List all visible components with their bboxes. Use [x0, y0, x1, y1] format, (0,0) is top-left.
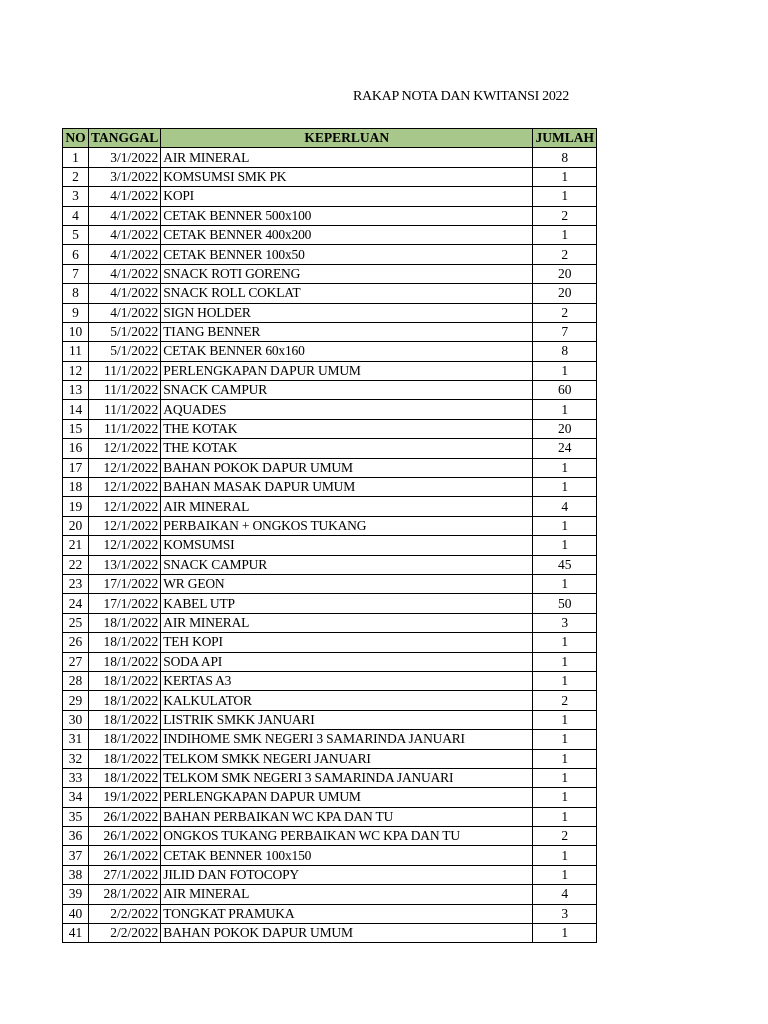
- cell-no: 28: [63, 671, 89, 690]
- table-row: [63, 730, 597, 749]
- cell-tanggal: 12/1/2022: [89, 536, 161, 555]
- table-row: [63, 148, 597, 167]
- table-row: [63, 284, 597, 303]
- table-row: [63, 594, 597, 613]
- cell-jumlah: 1: [533, 225, 597, 244]
- cell-tanggal: 3/1/2022: [89, 148, 161, 167]
- cell-keperluan: THE KOTAK: [161, 419, 533, 438]
- cell-jumlah: 2: [533, 691, 597, 710]
- cell-tanggal: 12/1/2022: [89, 516, 161, 535]
- cell-no: 33: [63, 768, 89, 787]
- table-row: [63, 342, 597, 361]
- cell-jumlah: 2: [533, 827, 597, 846]
- cell-keperluan: CETAK BENNER 60x160: [161, 342, 533, 361]
- cell-jumlah: 1: [533, 924, 597, 943]
- table-row: [63, 613, 597, 632]
- cell-no: 26: [63, 633, 89, 652]
- header-keperluan: KEPERLUAN: [161, 129, 533, 148]
- cell-tanggal: 12/1/2022: [89, 478, 161, 497]
- cell-tanggal: 18/1/2022: [89, 613, 161, 632]
- cell-keperluan: SNACK ROTI GORENG: [161, 264, 533, 283]
- cell-no: 24: [63, 594, 89, 613]
- cell-keperluan: SNACK CAMPUR: [161, 555, 533, 574]
- cell-jumlah: 1: [533, 865, 597, 884]
- cell-keperluan: KALKULATOR: [161, 691, 533, 710]
- cell-jumlah: 3: [533, 613, 597, 632]
- cell-jumlah: 2: [533, 245, 597, 264]
- cell-keperluan: WR GEON: [161, 574, 533, 593]
- cell-no: 36: [63, 827, 89, 846]
- cell-jumlah: 60: [533, 381, 597, 400]
- cell-no: 32: [63, 749, 89, 768]
- cell-keperluan: TIANG BENNER: [161, 322, 533, 341]
- cell-no: 6: [63, 245, 89, 264]
- table-row: [63, 807, 597, 826]
- cell-no: 30: [63, 710, 89, 729]
- cell-no: 40: [63, 904, 89, 923]
- cell-no: 34: [63, 788, 89, 807]
- table-row: [63, 245, 597, 264]
- cell-jumlah: 8: [533, 148, 597, 167]
- cell-jumlah: 1: [533, 730, 597, 749]
- cell-no: 7: [63, 264, 89, 283]
- table-row: [63, 652, 597, 671]
- cell-keperluan: TONGKAT PRAMUKA: [161, 904, 533, 923]
- cell-jumlah: 1: [533, 788, 597, 807]
- cell-jumlah: 1: [533, 846, 597, 865]
- cell-jumlah: 1: [533, 516, 597, 535]
- cell-keperluan: CETAK BENNER 100x150: [161, 846, 533, 865]
- cell-jumlah: 1: [533, 187, 597, 206]
- table-row: [63, 710, 597, 729]
- table-row: [63, 400, 597, 419]
- cell-no: 9: [63, 303, 89, 322]
- cell-tanggal: 2/2/2022: [89, 924, 161, 943]
- table-row: [63, 322, 597, 341]
- cell-jumlah: 7: [533, 322, 597, 341]
- cell-keperluan: BAHAN POKOK DAPUR UMUM: [161, 924, 533, 943]
- cell-keperluan: AIR MINERAL: [161, 497, 533, 516]
- cell-jumlah: 4: [533, 497, 597, 516]
- table-row: [63, 361, 597, 380]
- expense-table: [62, 128, 597, 943]
- cell-tanggal: 12/1/2022: [89, 439, 161, 458]
- cell-tanggal: 2/2/2022: [89, 904, 161, 923]
- table-row: [63, 633, 597, 652]
- cell-no: 22: [63, 555, 89, 574]
- cell-tanggal: 12/1/2022: [89, 458, 161, 477]
- table-row: [63, 574, 597, 593]
- table-row: [63, 768, 597, 787]
- cell-tanggal: 27/1/2022: [89, 865, 161, 884]
- cell-tanggal: 4/1/2022: [89, 245, 161, 264]
- cell-tanggal: 26/1/2022: [89, 827, 161, 846]
- table-row: [63, 671, 597, 690]
- cell-no: 8: [63, 284, 89, 303]
- cell-no: 11: [63, 342, 89, 361]
- table-row: [63, 885, 597, 904]
- table-row: [63, 827, 597, 846]
- cell-jumlah: 45: [533, 555, 597, 574]
- cell-keperluan: SIGN HOLDER: [161, 303, 533, 322]
- table-row: [63, 865, 597, 884]
- cell-jumlah: 1: [533, 749, 597, 768]
- cell-no: 5: [63, 225, 89, 244]
- cell-tanggal: 18/1/2022: [89, 730, 161, 749]
- cell-tanggal: 11/1/2022: [89, 361, 161, 380]
- cell-keperluan: BAHAN POKOK DAPUR UMUM: [161, 458, 533, 477]
- cell-tanggal: 11/1/2022: [89, 381, 161, 400]
- cell-tanggal: 18/1/2022: [89, 691, 161, 710]
- cell-jumlah: 20: [533, 419, 597, 438]
- cell-no: 23: [63, 574, 89, 593]
- table-row: [63, 439, 597, 458]
- cell-keperluan: KABEL UTP: [161, 594, 533, 613]
- cell-jumlah: 24: [533, 439, 597, 458]
- cell-tanggal: 3/1/2022: [89, 167, 161, 186]
- cell-tanggal: 18/1/2022: [89, 671, 161, 690]
- cell-keperluan: PERLENGKAPAN DAPUR UMUM: [161, 361, 533, 380]
- cell-no: 14: [63, 400, 89, 419]
- cell-no: 41: [63, 924, 89, 943]
- cell-no: 17: [63, 458, 89, 477]
- cell-tanggal: 18/1/2022: [89, 710, 161, 729]
- cell-keperluan: AIR MINERAL: [161, 148, 533, 167]
- header-tanggal: TANGGAL: [89, 129, 161, 148]
- cell-no: 18: [63, 478, 89, 497]
- cell-no: 35: [63, 807, 89, 826]
- cell-no: 20: [63, 516, 89, 535]
- table-row: [63, 555, 597, 574]
- cell-tanggal: 4/1/2022: [89, 303, 161, 322]
- header-no: NO: [63, 129, 89, 148]
- cell-tanggal: 4/1/2022: [89, 264, 161, 283]
- table-row: [63, 788, 597, 807]
- cell-keperluan: BAHAN PERBAIKAN WC KPA DAN TU: [161, 807, 533, 826]
- cell-jumlah: 50: [533, 594, 597, 613]
- cell-tanggal: 26/1/2022: [89, 846, 161, 865]
- table-row: [63, 497, 597, 516]
- table-row: [63, 536, 597, 555]
- table-row: [63, 167, 597, 186]
- table-row: [63, 924, 597, 943]
- cell-keperluan: TELKOM SMKK NEGERI JANUARI: [161, 749, 533, 768]
- cell-no: 39: [63, 885, 89, 904]
- cell-no: 37: [63, 846, 89, 865]
- header-jumlah: JUMLAH: [533, 129, 597, 148]
- cell-jumlah: 1: [533, 671, 597, 690]
- cell-keperluan: AIR MINERAL: [161, 885, 533, 904]
- cell-tanggal: 12/1/2022: [89, 497, 161, 516]
- cell-tanggal: 18/1/2022: [89, 768, 161, 787]
- document-title: RAKAP NOTA DAN KWITANSI 2022: [353, 89, 569, 104]
- cell-no: 27: [63, 652, 89, 671]
- table-row: [63, 264, 597, 283]
- cell-keperluan: LISTRIK SMKK JANUARI: [161, 710, 533, 729]
- table-row: [63, 516, 597, 535]
- cell-no: 2: [63, 167, 89, 186]
- cell-tanggal: 11/1/2022: [89, 419, 161, 438]
- cell-keperluan: ONGKOS TUKANG PERBAIKAN WC KPA DAN TU: [161, 827, 533, 846]
- cell-keperluan: SNACK CAMPUR: [161, 381, 533, 400]
- cell-keperluan: INDIHOME SMK NEGERI 3 SAMARINDA JANUARI: [161, 730, 533, 749]
- table-row: [63, 691, 597, 710]
- cell-keperluan: KOMSUMSI SMK PK: [161, 167, 533, 186]
- cell-no: 16: [63, 439, 89, 458]
- cell-jumlah: 2: [533, 206, 597, 225]
- cell-jumlah: 3: [533, 904, 597, 923]
- cell-no: 25: [63, 613, 89, 632]
- cell-no: 21: [63, 536, 89, 555]
- cell-no: 12: [63, 361, 89, 380]
- cell-jumlah: 8: [533, 342, 597, 361]
- table-row: [63, 749, 597, 768]
- cell-tanggal: 18/1/2022: [89, 749, 161, 768]
- cell-keperluan: TELKOM SMK NEGERI 3 SAMARINDA JANUARI: [161, 768, 533, 787]
- table-row: [63, 303, 597, 322]
- cell-jumlah: 1: [533, 807, 597, 826]
- table-row: [63, 225, 597, 244]
- cell-jumlah: 1: [533, 768, 597, 787]
- table-row: [63, 206, 597, 225]
- cell-no: 10: [63, 322, 89, 341]
- table-row: [63, 846, 597, 865]
- cell-jumlah: 20: [533, 284, 597, 303]
- cell-keperluan: PERLENGKAPAN DAPUR UMUM: [161, 788, 533, 807]
- cell-no: 3: [63, 187, 89, 206]
- cell-keperluan: SNACK ROLL COKLAT: [161, 284, 533, 303]
- cell-keperluan: KERTAS A3: [161, 671, 533, 690]
- cell-jumlah: 1: [533, 167, 597, 186]
- cell-tanggal: 19/1/2022: [89, 788, 161, 807]
- table-row: [63, 458, 597, 477]
- cell-tanggal: 4/1/2022: [89, 206, 161, 225]
- cell-tanggal: 5/1/2022: [89, 322, 161, 341]
- cell-keperluan: AIR MINERAL: [161, 613, 533, 632]
- cell-tanggal: 18/1/2022: [89, 633, 161, 652]
- cell-keperluan: CETAK BENNER 100x50: [161, 245, 533, 264]
- table-row: [63, 478, 597, 497]
- cell-keperluan: TEH KOPI: [161, 633, 533, 652]
- cell-tanggal: 26/1/2022: [89, 807, 161, 826]
- table-body: [63, 148, 597, 943]
- cell-no: 15: [63, 419, 89, 438]
- cell-no: 1: [63, 148, 89, 167]
- cell-jumlah: 1: [533, 536, 597, 555]
- cell-jumlah: 4: [533, 885, 597, 904]
- cell-keperluan: KOPI: [161, 187, 533, 206]
- table-row: [63, 381, 597, 400]
- cell-no: 31: [63, 730, 89, 749]
- cell-keperluan: THE KOTAK: [161, 439, 533, 458]
- cell-no: 4: [63, 206, 89, 225]
- cell-jumlah: 1: [533, 361, 597, 380]
- cell-keperluan: KOMSUMSI: [161, 536, 533, 555]
- cell-jumlah: 1: [533, 400, 597, 419]
- cell-tanggal: 17/1/2022: [89, 594, 161, 613]
- cell-tanggal: 13/1/2022: [89, 555, 161, 574]
- cell-jumlah: 1: [533, 574, 597, 593]
- cell-jumlah: 1: [533, 458, 597, 477]
- cell-keperluan: PERBAIKAN + ONGKOS TUKANG: [161, 516, 533, 535]
- cell-jumlah: 1: [533, 710, 597, 729]
- table-header-row: [63, 129, 597, 148]
- cell-tanggal: 18/1/2022: [89, 652, 161, 671]
- cell-no: 38: [63, 865, 89, 884]
- cell-no: 29: [63, 691, 89, 710]
- cell-tanggal: 4/1/2022: [89, 187, 161, 206]
- cell-tanggal: 11/1/2022: [89, 400, 161, 419]
- cell-no: 19: [63, 497, 89, 516]
- cell-keperluan: CETAK BENNER 400x200: [161, 225, 533, 244]
- table-row: [63, 419, 597, 438]
- table-row: [63, 904, 597, 923]
- cell-keperluan: BAHAN MASAK DAPUR UMUM: [161, 478, 533, 497]
- cell-jumlah: 2: [533, 303, 597, 322]
- cell-keperluan: CETAK BENNER 500x100: [161, 206, 533, 225]
- cell-tanggal: 5/1/2022: [89, 342, 161, 361]
- cell-tanggal: 4/1/2022: [89, 284, 161, 303]
- cell-jumlah: 1: [533, 652, 597, 671]
- cell-keperluan: JILID DAN FOTOCOPY: [161, 865, 533, 884]
- cell-keperluan: SODA API: [161, 652, 533, 671]
- cell-tanggal: 4/1/2022: [89, 225, 161, 244]
- cell-jumlah: 1: [533, 478, 597, 497]
- cell-jumlah: 20: [533, 264, 597, 283]
- cell-jumlah: 1: [533, 633, 597, 652]
- cell-keperluan: AQUADES: [161, 400, 533, 419]
- cell-tanggal: 28/1/2022: [89, 885, 161, 904]
- cell-tanggal: 17/1/2022: [89, 574, 161, 593]
- cell-no: 13: [63, 381, 89, 400]
- table-row: [63, 187, 597, 206]
